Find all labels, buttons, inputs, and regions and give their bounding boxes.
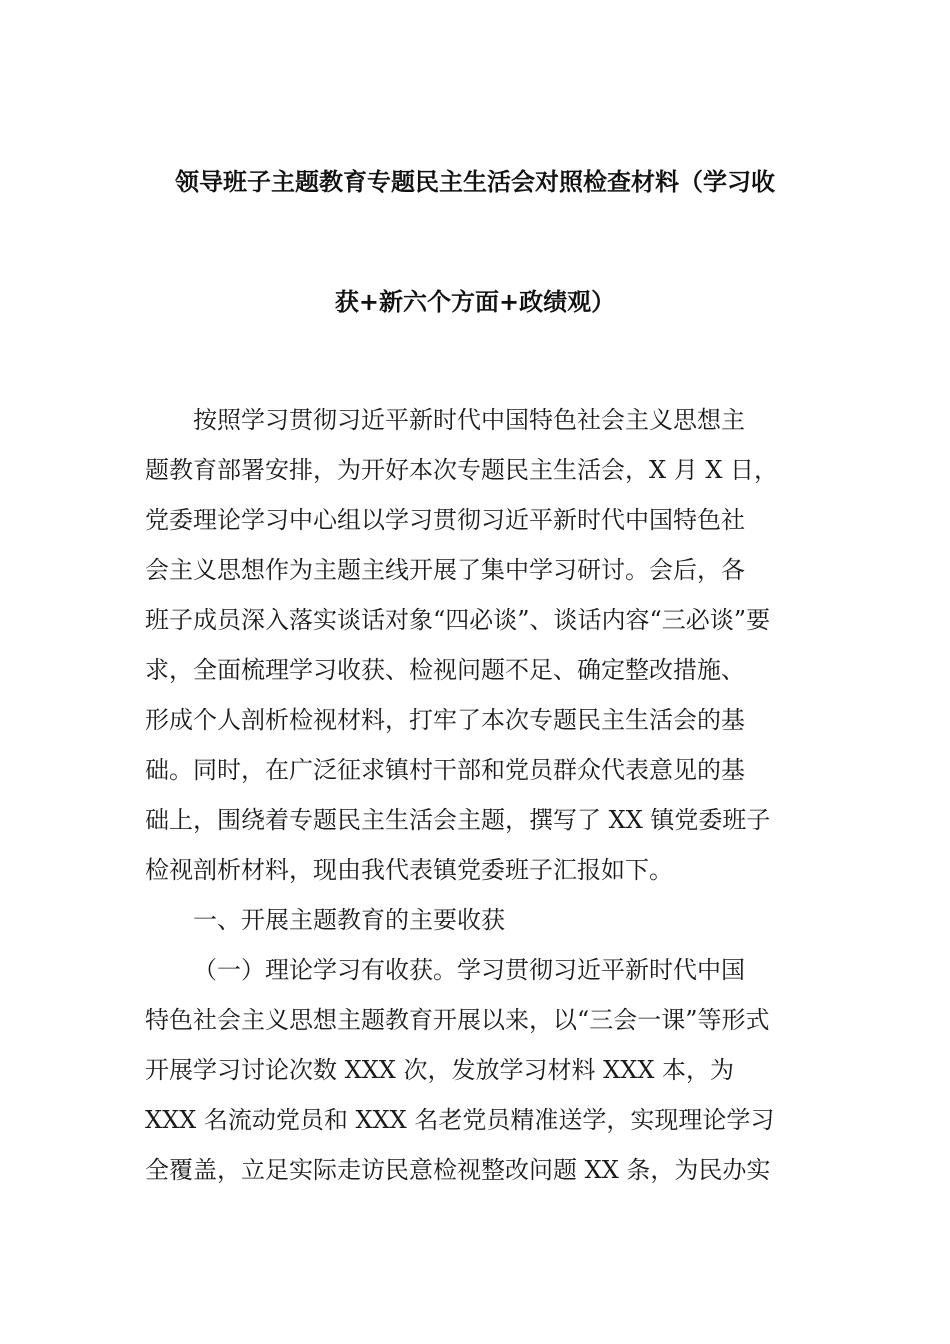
body-line: XXX 名流动党员和 XXX 名老党员精准送学，实现理论学习	[145, 1106, 775, 1134]
section-heading: 一、开展主题教育的主要收获	[193, 906, 505, 934]
body-line: 特色社会主义思想主题教育开展以来，以“三会一课”等形式	[145, 1006, 770, 1034]
body-line: 党委理论学习中心组以学习贯彻习近平新时代中国特色社	[145, 506, 745, 534]
body-line: 按照学习贯彻习近平新时代中国特色社会主义思想主	[193, 406, 745, 434]
body-line: 会主义思想作为主题主线开展了集中学习研讨。会后，各	[145, 556, 745, 584]
body-line: 检视剖析材料，现由我代表镇党委班子汇报如下。	[145, 856, 673, 884]
body-line: 形成个人剖析检视材料，打牢了本次专题民主生活会的基	[145, 706, 745, 734]
body-line: 础。同时，在广泛征求镇村干部和党员群众代表意见的基	[145, 756, 745, 784]
document-title-line-1: 领导班子主题教育专题民主生活会对照检查材料（学习收	[175, 168, 775, 196]
document-title-line-2: 获+新六个方面+政绩观）	[334, 288, 616, 316]
body-line: 题教育部署安排，为开好本次专题民主生活会，X 月 X 日，	[145, 456, 779, 484]
body-line: 础上，围绕着专题民主生活会主题，撰写了 XX 镇党委班子	[145, 806, 771, 834]
subsection-heading: （一）理论学习有收获。学习贯彻习近平新时代中国	[193, 956, 745, 984]
body-line: 班子成员深入落实谈话对象“四必谈”、谈话内容“三必谈”要	[145, 606, 771, 634]
body-line: 求，全面梳理学习收获、检视问题不足、确定整改措施、	[145, 656, 745, 684]
body-line: 全覆盖，立足实际走访民意检视整改问题 XX 条，为民办实	[145, 1156, 771, 1184]
body-line: 开展学习讨论次数 XXX 次，发放学习材料 XXX 本，为	[145, 1056, 735, 1084]
